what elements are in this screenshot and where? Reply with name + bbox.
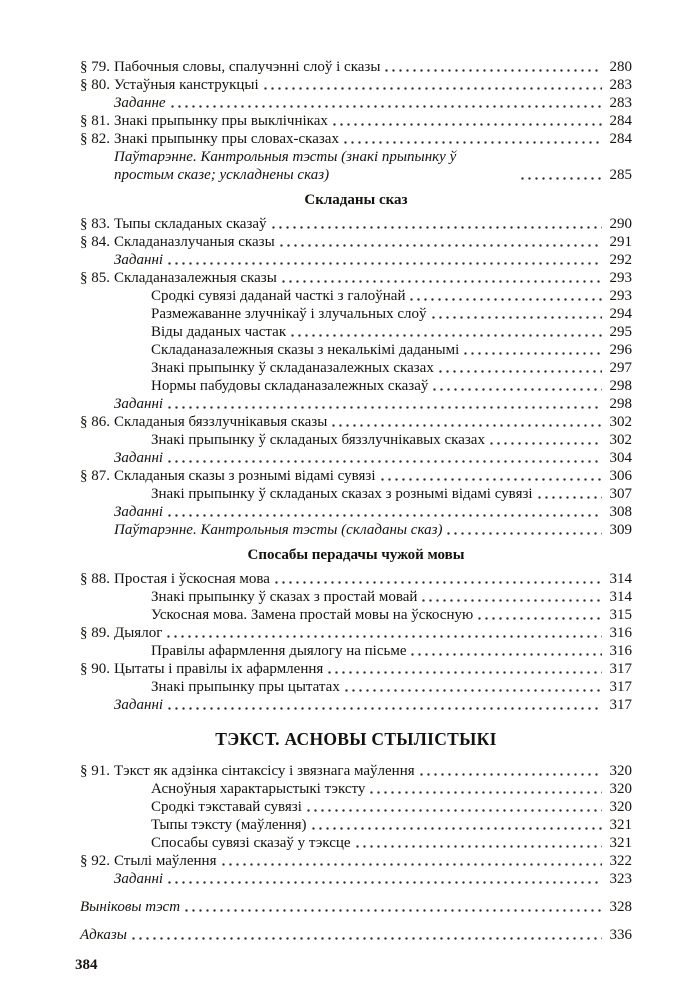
entry-title: Знакі прыпынку пры выклічніках: [114, 113, 328, 129]
entry-title: Складаназалежныя сказы з некалькімі даданымі: [151, 342, 460, 358]
section-number: § 92.: [80, 853, 110, 869]
folio-page-number: 384: [75, 957, 98, 973]
dot-leader: [326, 660, 602, 678]
dot-leader: [280, 269, 602, 287]
entry-title: Знакі прыпынку ў сказах з простай мовай: [151, 589, 418, 605]
entry-title: Заданне: [114, 95, 166, 111]
entry-page-number: 317: [609, 679, 632, 695]
dot-leader: [408, 287, 602, 305]
toc-entry: [80, 287, 632, 305]
entry-page-number: 320: [609, 781, 632, 797]
entry-title: Цытаты і правілы іх афармлення: [114, 661, 324, 677]
entry-page-number: 306: [609, 468, 632, 484]
toc-entry: [80, 816, 632, 834]
dot-leader: [383, 58, 602, 76]
toc-entry: [80, 467, 632, 485]
dot-leader: [166, 251, 602, 269]
dot-leader: [409, 642, 602, 660]
dot-leader: [331, 112, 602, 130]
toc-entry: [80, 431, 632, 449]
entry-title: Складаназалежныя сказы: [114, 270, 277, 286]
entry-page-number: 321: [609, 835, 632, 851]
toc-entry: [80, 570, 632, 588]
entry-page-number: 309: [609, 522, 632, 538]
entry-title: Заданні: [114, 504, 164, 520]
toc-entry: [80, 588, 632, 606]
entry-title: Асноўныя характарыстыкі тэксту: [151, 781, 366, 797]
entry-title: Сродкі сувязі даданай часткі з галоўнай: [151, 288, 406, 304]
toc-entry: [80, 112, 632, 130]
chapter-heading: Спосабы перадачы чужой мовы: [247, 547, 465, 563]
entry-page-number: 317: [609, 661, 632, 677]
entry-page-number: 298: [609, 396, 632, 412]
entry-title: Складаназлучаныя сказы: [114, 234, 275, 250]
section-number: § 79.: [80, 59, 110, 75]
dot-leader: [220, 852, 603, 870]
entry-page-number: 321: [609, 817, 632, 833]
entry-page-number: 297: [609, 360, 632, 376]
dot-leader: [354, 834, 602, 852]
entry-title: Простая і ўскосная мова: [114, 571, 270, 587]
entry-title: Дыялог: [114, 625, 163, 641]
dot-leader: [330, 413, 602, 431]
toc-entry: [80, 76, 632, 94]
entry-title: Заданні: [114, 450, 164, 466]
section-number: § 82.: [80, 131, 110, 147]
dot-leader: [310, 816, 602, 834]
dot-leader: [445, 521, 602, 539]
toc-entry: [80, 624, 632, 642]
entry-page-number: 320: [609, 799, 632, 815]
entry-title: Стылі маўлення: [114, 853, 217, 869]
toc-entry: [80, 251, 632, 269]
toc-entry: [80, 834, 632, 852]
toc-entry: [80, 341, 632, 359]
entry-page-number: 304: [609, 450, 632, 466]
entry-page-number: 323: [609, 871, 632, 887]
dot-leader: [536, 485, 602, 503]
entry-title: Знакі прыпынку пры словах-сказах: [114, 131, 339, 147]
section-number: § 91.: [80, 763, 110, 779]
dot-leader: [519, 148, 602, 184]
entry-page-number: 314: [609, 571, 632, 587]
toc-entry: [80, 449, 632, 467]
dot-leader: [437, 359, 602, 377]
entry-title: Паўтарэнне. Кантрольныя тэсты (знакі прыпынку ў простым сказе; ускладнены сказ): [114, 149, 457, 183]
entry-title: Паўтарэнне. Кантрольныя тэсты (складаны сказ): [114, 522, 443, 538]
section-number: § 87.: [80, 468, 110, 484]
dot-leader: [270, 215, 602, 233]
entry-title: Заданні: [114, 252, 164, 268]
section-number: § 80.: [80, 77, 110, 93]
entry-page-number: 316: [609, 643, 632, 659]
toc-entry: [80, 660, 632, 678]
dot-leader: [169, 94, 602, 112]
entry-page-number: 294: [609, 306, 632, 322]
entry-page-number: 314: [609, 589, 632, 605]
toc-entry: [80, 503, 632, 521]
entry-title: Складаныя бяззлучнікавыя сказы: [114, 414, 328, 430]
section-number: § 86.: [80, 414, 110, 430]
entry-title: Правілы афармлення дыялогу на пісьме: [151, 643, 407, 659]
section-number: § 88.: [80, 571, 110, 587]
entry-title: Тыпы складаных сказаў: [114, 216, 267, 232]
toc-entry: [80, 148, 632, 184]
toc-entry: [80, 58, 632, 76]
entry-page-number: 280: [609, 59, 632, 75]
entry-page-number: 308: [609, 504, 632, 520]
entry-page-number: 298: [609, 378, 632, 394]
entry-page-number: 302: [609, 432, 632, 448]
entry-title: Віды даданых частак: [151, 324, 287, 340]
dot-leader: [166, 696, 602, 714]
toc-entry: [80, 696, 632, 714]
dot-leader: [305, 798, 602, 816]
dot-leader: [420, 588, 602, 606]
section-number: § 83.: [80, 216, 110, 232]
dot-leader: [342, 130, 602, 148]
part-heading: ТЭКСТ. АСНОВЫ СТЫЛІСТЫКІ: [215, 729, 497, 749]
entry-page-number: 295: [609, 324, 632, 340]
entry-page-number: 296: [609, 342, 632, 358]
section-number: § 85.: [80, 270, 110, 286]
entry-page-number: 293: [609, 288, 632, 304]
toc-entry: [80, 798, 632, 816]
toc-entry: [80, 233, 632, 251]
entry-page-number: 336: [609, 927, 632, 943]
toc-entry: [80, 780, 632, 798]
entry-title: Тэкст як адзінка сінтаксісу і звязнага маўлення: [114, 763, 415, 779]
toc-entry: [80, 521, 632, 539]
entry-title: Спосабы сувязі сказаў у тэксце: [151, 835, 351, 851]
entry-page-number: 284: [609, 131, 632, 147]
toc-entry: [80, 377, 632, 395]
dot-leader: [166, 449, 602, 467]
entry-page-number: 285: [609, 167, 632, 183]
toc-entry: [80, 642, 632, 660]
toc-entry: [80, 678, 632, 696]
dot-leader: [368, 780, 602, 798]
dot-leader: [289, 323, 602, 341]
toc-entry: [80, 359, 632, 377]
dot-leader: [418, 762, 602, 780]
dot-leader: [462, 341, 602, 359]
entry-page-number: 316: [609, 625, 632, 641]
toc-entry: [80, 395, 632, 413]
entry-title: Знакі прыпынку ў складаных сказах з рознымі відамі сувязі: [151, 486, 533, 502]
toc-entry: [80, 762, 632, 780]
entry-title: Знакі прыпынку ў складаных бяззлучнікавых сказах: [151, 432, 485, 448]
section-number: § 89.: [80, 625, 110, 641]
toc-entry: [80, 870, 632, 888]
section-number: § 84.: [80, 234, 110, 250]
entry-page-number: 315: [609, 607, 632, 623]
entry-page-number: 317: [609, 697, 632, 713]
entry-page-number: 283: [609, 77, 632, 93]
entry-title: Заданні: [114, 697, 164, 713]
toc-entry: [80, 485, 632, 503]
entry-title: Заданні: [114, 871, 164, 887]
entry-title: Знакі прыпынку ў складаназалежных сказах: [151, 360, 434, 376]
section-number: § 81.: [80, 113, 110, 129]
entry-page-number: 291: [609, 234, 632, 250]
dot-leader: [130, 926, 602, 944]
dot-leader: [183, 898, 602, 916]
dot-leader: [262, 76, 602, 94]
entry-title: Тыпы тэксту (маўлення): [151, 817, 307, 833]
entry-title: Складаныя сказы з рознымі відамі сувязі: [114, 468, 376, 484]
toc-entry: [80, 305, 632, 323]
entry-page-number: 322: [609, 853, 632, 869]
dot-leader: [165, 624, 602, 642]
entry-page-number: 292: [609, 252, 632, 268]
toc-entry: [80, 926, 632, 944]
chapter-heading: Складаны сказ: [304, 192, 408, 208]
entry-title: Сродкі тэкставай сувязі: [151, 799, 302, 815]
entry-page-number: 284: [609, 113, 632, 129]
toc-entry: [80, 130, 632, 148]
toc-entry: [80, 606, 632, 624]
dot-leader: [278, 233, 602, 251]
dot-leader: [273, 570, 602, 588]
dot-leader: [379, 467, 602, 485]
dot-leader: [343, 678, 602, 696]
toc-entry: [80, 323, 632, 341]
entry-page-number: 307: [609, 486, 632, 502]
dot-leader: [166, 395, 602, 413]
dot-leader: [430, 305, 603, 323]
entry-title: Заданні: [114, 396, 164, 412]
toc-entry: [80, 898, 632, 916]
toc-entry: [80, 94, 632, 112]
entry-page-number: 320: [609, 763, 632, 779]
entry-title: Выніковы тэст: [80, 899, 181, 915]
toc-entry: [80, 269, 632, 287]
entry-title: Пабочныя словы, спалучэнні слоў і сказы: [114, 59, 381, 75]
entry-page-number: 283: [609, 95, 632, 111]
dot-leader: [476, 606, 602, 624]
entry-title: Адказы: [80, 927, 127, 943]
dot-leader: [166, 870, 602, 888]
dot-leader: [166, 503, 602, 521]
entry-title: Размежаванне злучнікаў і злучальных слоў: [151, 306, 427, 322]
entry-title: Нормы пабудовы складаназалежных сказаў: [151, 378, 429, 394]
table-of-contents: [80, 58, 632, 944]
dot-leader: [431, 377, 602, 395]
dot-leader: [488, 431, 602, 449]
entry-page-number: 290: [609, 216, 632, 232]
toc-entry: [80, 413, 632, 431]
entry-title: Ускосная мова. Замена простай мовы на ўскосную: [151, 607, 474, 623]
toc-entry: [80, 852, 632, 870]
entry-page-number: 328: [609, 899, 632, 915]
section-number: § 90.: [80, 661, 110, 677]
toc-entry: [80, 215, 632, 233]
entry-title: Устаўныя канструкцыі: [114, 77, 259, 93]
entry-page-number: 293: [609, 270, 632, 286]
entry-page-number: 302: [609, 414, 632, 430]
entry-title: Знакі прыпынку пры цытатах: [151, 679, 340, 695]
